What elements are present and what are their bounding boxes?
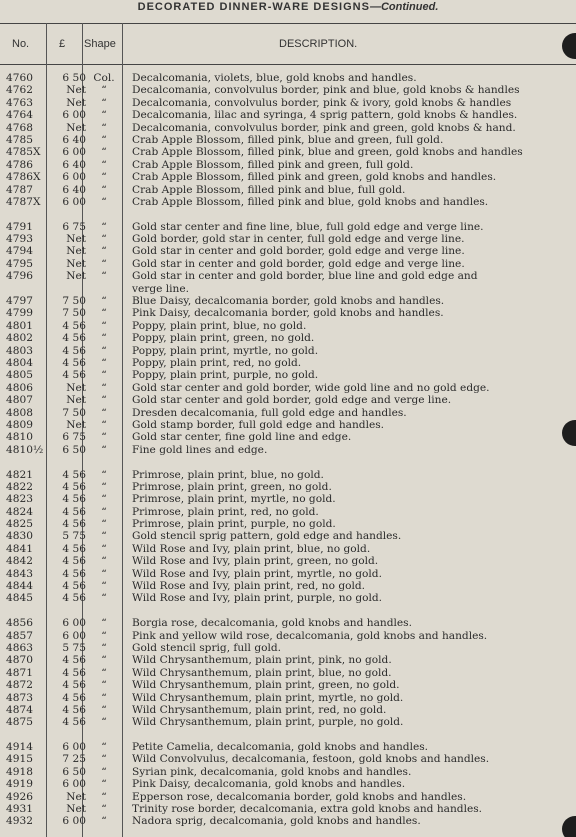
- item-price: 6 50: [62, 443, 86, 456]
- item-shape: “: [101, 542, 107, 555]
- item-shape: “: [101, 121, 107, 134]
- item-price: Net: [66, 245, 86, 258]
- table-row: [0, 469, 576, 481]
- item-shape: “: [101, 703, 107, 716]
- item-description: Pink Daisy, decalcomania border, gold knobs and handles.: [132, 307, 444, 320]
- item-number: 4791: [6, 220, 33, 233]
- item-number: 4785: [6, 133, 33, 146]
- item-description: Primrose, plain print, myrtle, no gold.: [132, 493, 336, 506]
- table-row: [0, 233, 576, 245]
- item-description: Dresden decalcomania, full gold edge and handles.: [132, 406, 407, 419]
- item-shape: “: [101, 753, 107, 766]
- section-gap: [0, 729, 576, 741]
- top-rule: [0, 23, 576, 24]
- item-price: 4 56: [62, 679, 86, 692]
- item-price: 4 56: [62, 703, 86, 716]
- item-number: 4932: [6, 815, 33, 828]
- item-number: 4801: [6, 319, 33, 332]
- item-description: Nadora sprig, decalcomania, gold knobs and handles.: [132, 815, 421, 828]
- item-price: 4 56: [62, 691, 86, 704]
- item-shape: “: [101, 443, 107, 456]
- table-row: [0, 704, 576, 716]
- item-description: Petite Camelia, decalcomania, gold knobs and handles.: [132, 741, 429, 754]
- item-shape: “: [101, 344, 107, 357]
- item-description: Primrose, plain print, blue, no gold.: [132, 468, 324, 481]
- table-row: [0, 258, 576, 270]
- column-header-description: DESCRIPTION.: [279, 38, 358, 50]
- item-description: Gold star center, fine gold line and edge.: [132, 431, 352, 444]
- item-price: Net: [66, 418, 86, 431]
- item-shape: “: [101, 233, 107, 246]
- item-price: Net: [66, 233, 86, 246]
- item-shape: “: [101, 295, 107, 308]
- item-number: 4805: [6, 369, 33, 382]
- item-description: Pink and yellow wild rose, decalcomania, gold knobs and handles.: [132, 629, 488, 642]
- item-number: 4830: [6, 530, 33, 543]
- item-shape: “: [101, 146, 107, 159]
- binder-hole-top: [562, 33, 576, 59]
- item-description: Wild Chrysanthemum, plain print, myrtle, no gold.: [132, 691, 404, 704]
- item-price: 6 00: [62, 629, 86, 642]
- item-number: 4863: [6, 641, 33, 654]
- item-shape: “: [101, 555, 107, 568]
- item-number: 4843: [6, 567, 33, 580]
- table-row: [0, 791, 576, 803]
- item-description: Wild Rose and Ivy, plain print, myrtle, no gold.: [132, 567, 382, 580]
- item-price: Net: [66, 394, 86, 407]
- design-table: [0, 72, 576, 828]
- item-shape: “: [101, 716, 107, 729]
- item-price: 4 56: [62, 567, 86, 580]
- item-description: Decalcomania, convolvulus border, pink & ivory, gold knobs & handles: [132, 96, 512, 109]
- item-description: Primrose, plain print, purple, no gold.: [132, 518, 336, 531]
- table-row: [0, 270, 576, 282]
- item-price: 6 50: [62, 72, 86, 84]
- item-shape: “: [101, 158, 107, 171]
- column-header-price: £: [59, 38, 66, 50]
- item-shape: “: [101, 666, 107, 679]
- item-price: 4 56: [62, 332, 86, 345]
- item-description: Wild Chrysanthemum, plain print, pink, no gold.: [132, 654, 392, 667]
- item-description: Gold star center and gold border, gold edge and verge line.: [132, 394, 452, 407]
- item-number: 4768: [6, 121, 33, 134]
- table-row: [0, 196, 576, 208]
- table-row: [0, 592, 576, 604]
- item-number: 4762: [6, 84, 33, 97]
- table-row: [0, 630, 576, 642]
- item-price: 6 00: [62, 195, 86, 208]
- page-title-main: DECORATED DINNER-WARE DESIGNS: [137, 1, 370, 13]
- item-price: 6 50: [62, 765, 86, 778]
- table-row: [0, 543, 576, 555]
- item-number: 4799: [6, 307, 33, 320]
- item-description: Decalcomania, convolvulus border, pink and green, gold knobs & hand.: [132, 121, 516, 134]
- item-number: 4842: [6, 555, 33, 568]
- table-row: [0, 332, 576, 344]
- table-row: [0, 134, 576, 146]
- item-number: 4914: [6, 741, 33, 754]
- item-shape: “: [101, 319, 107, 332]
- item-number: 4822: [6, 480, 33, 493]
- table-row: [0, 431, 576, 443]
- item-number: 4795: [6, 257, 33, 270]
- table-row: [0, 741, 576, 753]
- item-shape: “: [101, 567, 107, 580]
- item-shape: “: [101, 790, 107, 803]
- table-row: [0, 184, 576, 196]
- page-title: [0, 1, 576, 13]
- item-price: 7 25: [62, 753, 86, 766]
- table-row: [0, 568, 576, 580]
- item-number: 4785X: [6, 146, 41, 159]
- item-price: 4 56: [62, 716, 86, 729]
- item-number: 4825: [6, 518, 33, 531]
- item-number: 4793: [6, 233, 33, 246]
- table-row: [0, 394, 576, 406]
- item-price: 4 56: [62, 542, 86, 555]
- item-description: Crab Apple Blossom, filled pink, blue and green, gold knobs and handles: [132, 146, 523, 159]
- item-price: 4 56: [62, 369, 86, 382]
- item-description: Crab Apple Blossom, filled pink, blue and green, full gold.: [132, 133, 444, 146]
- item-shape: “: [101, 493, 107, 506]
- item-description: Poppy, plain print, red, no gold.: [132, 356, 302, 369]
- item-description: Borgia rose, decalcomania, gold knobs and handles.: [132, 617, 412, 630]
- item-description: verge line.: [132, 282, 189, 295]
- item-description: Poppy, plain print, blue, no gold.: [132, 319, 307, 332]
- item-price: Net: [66, 96, 86, 109]
- item-description: Poppy, plain print, green, no gold.: [132, 332, 315, 345]
- table-row: [0, 642, 576, 654]
- item-price: 6 00: [62, 815, 86, 828]
- item-price: 6 00: [62, 617, 86, 630]
- item-description: Decalcomania, lilac and syringa, 4 sprig pattern, gold knobs & handles.: [132, 109, 518, 122]
- item-price: 4 56: [62, 493, 86, 506]
- item-description: Wild Chrysanthemum, plain print, red, no gold.: [132, 703, 387, 716]
- table-row: [0, 320, 576, 332]
- item-description: Gold star in center and gold border, blue line and gold edge and: [132, 270, 478, 283]
- item-description: Wild Rose and Ivy, plain print, blue, no gold.: [132, 542, 371, 555]
- item-number: 4810: [6, 431, 33, 444]
- item-price: 4 56: [62, 580, 86, 593]
- table-row: [0, 307, 576, 319]
- item-number: 4845: [6, 592, 33, 605]
- item-number: 4807: [6, 394, 33, 407]
- item-description: Primrose, plain print, red, no gold.: [132, 505, 319, 518]
- item-price: 4 56: [62, 356, 86, 369]
- item-description: Crab Apple Blossom, filled pink and blue, gold knobs and handles.: [132, 195, 489, 208]
- item-description: Decalcomania, violets, blue, gold knobs and handles.: [132, 72, 417, 84]
- item-description: Gold star center and fine line, blue, full gold edge and verge line.: [132, 220, 484, 233]
- item-price: 6 00: [62, 741, 86, 754]
- item-number: 4821: [6, 468, 33, 481]
- item-shape: “: [101, 394, 107, 407]
- item-shape: “: [101, 369, 107, 382]
- item-number: 4794: [6, 245, 33, 258]
- item-price: 4 56: [62, 480, 86, 493]
- item-number: 4802: [6, 332, 33, 345]
- item-shape: “: [101, 592, 107, 605]
- section-gap: [0, 208, 576, 220]
- item-price: 4 56: [62, 592, 86, 605]
- item-price: 5 75: [62, 641, 86, 654]
- item-price: 6 00: [62, 109, 86, 122]
- item-shape: “: [101, 195, 107, 208]
- table-row: [0, 295, 576, 307]
- item-shape: “: [101, 270, 107, 283]
- table-row: [0, 481, 576, 493]
- item-description: Fine gold lines and edge.: [132, 443, 268, 456]
- item-description: Wild Chrysanthemum, plain print, green, no gold.: [132, 679, 400, 692]
- table-row: [0, 72, 576, 84]
- item-number: 4926: [6, 790, 33, 803]
- table-row: [0, 171, 576, 183]
- item-price: 5 75: [62, 530, 86, 543]
- item-shape: “: [101, 431, 107, 444]
- table-row: [0, 345, 576, 357]
- item-number: 4871: [6, 666, 33, 679]
- item-description: Blue Daisy, decalcomania border, gold knobs and handles.: [132, 295, 445, 308]
- item-number: 4787X: [6, 195, 41, 208]
- item-price: 6 00: [62, 171, 86, 184]
- table-row: [0, 778, 576, 790]
- item-price: Net: [66, 790, 86, 803]
- item-shape: “: [101, 765, 107, 778]
- header-rule: [0, 64, 576, 65]
- table-row: [0, 803, 576, 815]
- item-shape: “: [101, 406, 107, 419]
- item-price: 6 40: [62, 158, 86, 171]
- item-number: 4870: [6, 654, 33, 667]
- item-price: 4 56: [62, 468, 86, 481]
- column-header-no: No.: [12, 38, 30, 50]
- item-number: 4875: [6, 716, 33, 729]
- item-shape: “: [101, 257, 107, 270]
- item-shape: “: [101, 629, 107, 642]
- item-shape: “: [101, 654, 107, 667]
- item-shape: Col.: [93, 72, 115, 84]
- item-description: Epperson rose, decalcomania border, gold knobs and handles.: [132, 790, 467, 803]
- item-description: Poppy, plain print, purple, no gold.: [132, 369, 319, 382]
- item-description: Decalcomania, convolvulus border, pink and blue, gold knobs & handles: [132, 84, 520, 97]
- item-shape: “: [101, 183, 107, 196]
- table-row: [0, 555, 576, 567]
- item-number: 4915: [6, 753, 33, 766]
- item-description: Wild Convolvulus, decalcomania, festoon, gold knobs and handles.: [132, 753, 490, 766]
- table-row: [0, 407, 576, 419]
- item-price: Net: [66, 84, 86, 97]
- item-number: 4797: [6, 295, 33, 308]
- item-description: Wild Chrysanthemum, plain print, purple, no gold.: [132, 716, 404, 729]
- table-row: [0, 530, 576, 542]
- table-row: [0, 667, 576, 679]
- item-price: 6 00: [62, 146, 86, 159]
- table-row: [0, 159, 576, 171]
- item-description: Wild Rose and Ivy, plain print, purple, no gold.: [132, 592, 383, 605]
- table-row: [0, 245, 576, 257]
- item-number: 4919: [6, 778, 33, 791]
- item-shape: “: [101, 96, 107, 109]
- item-shape: “: [101, 133, 107, 146]
- table-row: [0, 357, 576, 369]
- item-number: 4844: [6, 580, 33, 593]
- item-description: Syrian pink, decalcomania, gold knobs and handles.: [132, 765, 412, 778]
- table-row: [0, 518, 576, 530]
- item-description: Crab Apple Blossom, filled pink and green, full gold.: [132, 158, 414, 171]
- item-description: Crab Apple Blossom, filled pink and blue, full gold.: [132, 183, 406, 196]
- table-row: [0, 493, 576, 505]
- item-price: Net: [66, 121, 86, 134]
- item-number: 4786: [6, 158, 33, 171]
- item-description: Crab Apple Blossom, filled pink and green, gold knobs and handles.: [132, 171, 497, 184]
- item-price: Net: [66, 803, 86, 816]
- item-number: 4824: [6, 505, 33, 518]
- item-number: 4804: [6, 356, 33, 369]
- item-price: 6 40: [62, 133, 86, 146]
- item-description: Wild Rose and Ivy, plain print, green, no gold.: [132, 555, 379, 568]
- item-shape: “: [101, 679, 107, 692]
- table-row: [0, 580, 576, 592]
- table-row: [0, 444, 576, 456]
- item-shape: “: [101, 109, 107, 122]
- item-price: Net: [66, 270, 86, 283]
- table-row: [0, 716, 576, 728]
- table-row: [0, 617, 576, 629]
- item-price: 4 56: [62, 344, 86, 357]
- item-number: 4808: [6, 406, 33, 419]
- item-price: 4 56: [62, 666, 86, 679]
- item-price: Net: [66, 381, 86, 394]
- item-description: Gold stamp border, full gold edge and handles.: [132, 418, 385, 431]
- item-shape: “: [101, 741, 107, 754]
- item-price: 4 56: [62, 555, 86, 568]
- item-description: Primrose, plain print, green, no gold.: [132, 480, 332, 493]
- table-row: [0, 122, 576, 134]
- item-number: 4856: [6, 617, 33, 630]
- item-shape: “: [101, 332, 107, 345]
- item-description: Gold star in center and gold border, gold edge and verge line.: [132, 257, 465, 270]
- section-gap: [0, 605, 576, 617]
- item-description: Trinity rose border, decalcomania, extra gold knobs and handles.: [132, 803, 483, 816]
- item-price: 7 50: [62, 406, 86, 419]
- table-row: [0, 369, 576, 381]
- table-row: [0, 419, 576, 431]
- item-shape: “: [101, 418, 107, 431]
- table-row: [0, 283, 576, 295]
- table-row: [0, 766, 576, 778]
- item-shape: “: [101, 480, 107, 493]
- item-shape: “: [101, 778, 107, 791]
- item-price: 6 00: [62, 778, 86, 791]
- item-shape: “: [101, 815, 107, 828]
- table-row: [0, 815, 576, 827]
- item-shape: “: [101, 307, 107, 320]
- table-row: [0, 692, 576, 704]
- item-description: Wild Rose and Ivy, plain print, red, no gold.: [132, 580, 366, 593]
- item-number: 4874: [6, 703, 33, 716]
- item-number: 4873: [6, 691, 33, 704]
- item-price: 4 56: [62, 505, 86, 518]
- item-number: 4786X: [6, 171, 41, 184]
- item-shape: “: [101, 518, 107, 531]
- item-number: 4787: [6, 183, 33, 196]
- item-shape: “: [101, 171, 107, 184]
- table-row: [0, 753, 576, 765]
- item-shape: “: [101, 468, 107, 481]
- table-row: [0, 506, 576, 518]
- item-number: 4823: [6, 493, 33, 506]
- item-description: Gold stencil sprig, full gold.: [132, 641, 282, 654]
- table-row: [0, 654, 576, 666]
- item-shape: “: [101, 220, 107, 233]
- item-price: Net: [66, 257, 86, 270]
- item-number: 4841: [6, 542, 33, 555]
- item-price: 4 56: [62, 654, 86, 667]
- item-shape: “: [101, 381, 107, 394]
- item-number: 4760: [6, 72, 33, 84]
- item-number: 4806: [6, 381, 33, 394]
- item-number: 4809: [6, 418, 33, 431]
- table-row: [0, 221, 576, 233]
- item-number: 4810½: [6, 443, 44, 456]
- item-number: 4872: [6, 679, 33, 692]
- table-row: [0, 97, 576, 109]
- item-price: 6 75: [62, 220, 86, 233]
- item-shape: “: [101, 505, 107, 518]
- item-number: 4796: [6, 270, 33, 283]
- column-header-shape: Shape: [84, 38, 116, 50]
- item-price: 7 50: [62, 307, 86, 320]
- table-row: [0, 146, 576, 158]
- item-description: Gold border, gold star in center, full gold edge and verge line.: [132, 233, 465, 246]
- item-shape: “: [101, 356, 107, 369]
- item-price: 6 75: [62, 431, 86, 444]
- item-shape: “: [101, 530, 107, 543]
- page-title-continued: —Continued.: [369, 1, 439, 13]
- item-price: 4 56: [62, 518, 86, 531]
- item-shape: “: [101, 617, 107, 630]
- item-number: 4857: [6, 629, 33, 642]
- table-row: [0, 84, 576, 96]
- item-shape: “: [101, 84, 107, 97]
- item-description: Poppy, plain print, myrtle, no gold.: [132, 344, 319, 357]
- item-shape: “: [101, 580, 107, 593]
- item-number: 4918: [6, 765, 33, 778]
- item-shape: “: [101, 245, 107, 258]
- item-description: Pink Daisy, decalcomania, gold knobs and handles.: [132, 778, 406, 791]
- item-description: Gold stencil sprig pattern, gold edge and handles.: [132, 530, 402, 543]
- item-description: Gold star in center and gold border, gold edge and verge line.: [132, 245, 465, 258]
- item-shape: “: [101, 691, 107, 704]
- item-description: Wild Chrysanthemum, plain print, blue, no gold.: [132, 666, 392, 679]
- item-description: Gold star center and gold border, wide gold line and no gold edge.: [132, 381, 490, 394]
- item-number: 4764: [6, 109, 33, 122]
- section-gap: [0, 456, 576, 468]
- item-number: 4763: [6, 96, 33, 109]
- item-number: 4931: [6, 803, 33, 816]
- table-row: [0, 109, 576, 121]
- item-shape: “: [101, 641, 107, 654]
- item-shape: “: [101, 803, 107, 816]
- item-price: 7 50: [62, 295, 86, 308]
- item-price: 6 40: [62, 183, 86, 196]
- item-number: 4803: [6, 344, 33, 357]
- item-price: 4 56: [62, 319, 86, 332]
- table-row: [0, 382, 576, 394]
- table-row: [0, 679, 576, 691]
